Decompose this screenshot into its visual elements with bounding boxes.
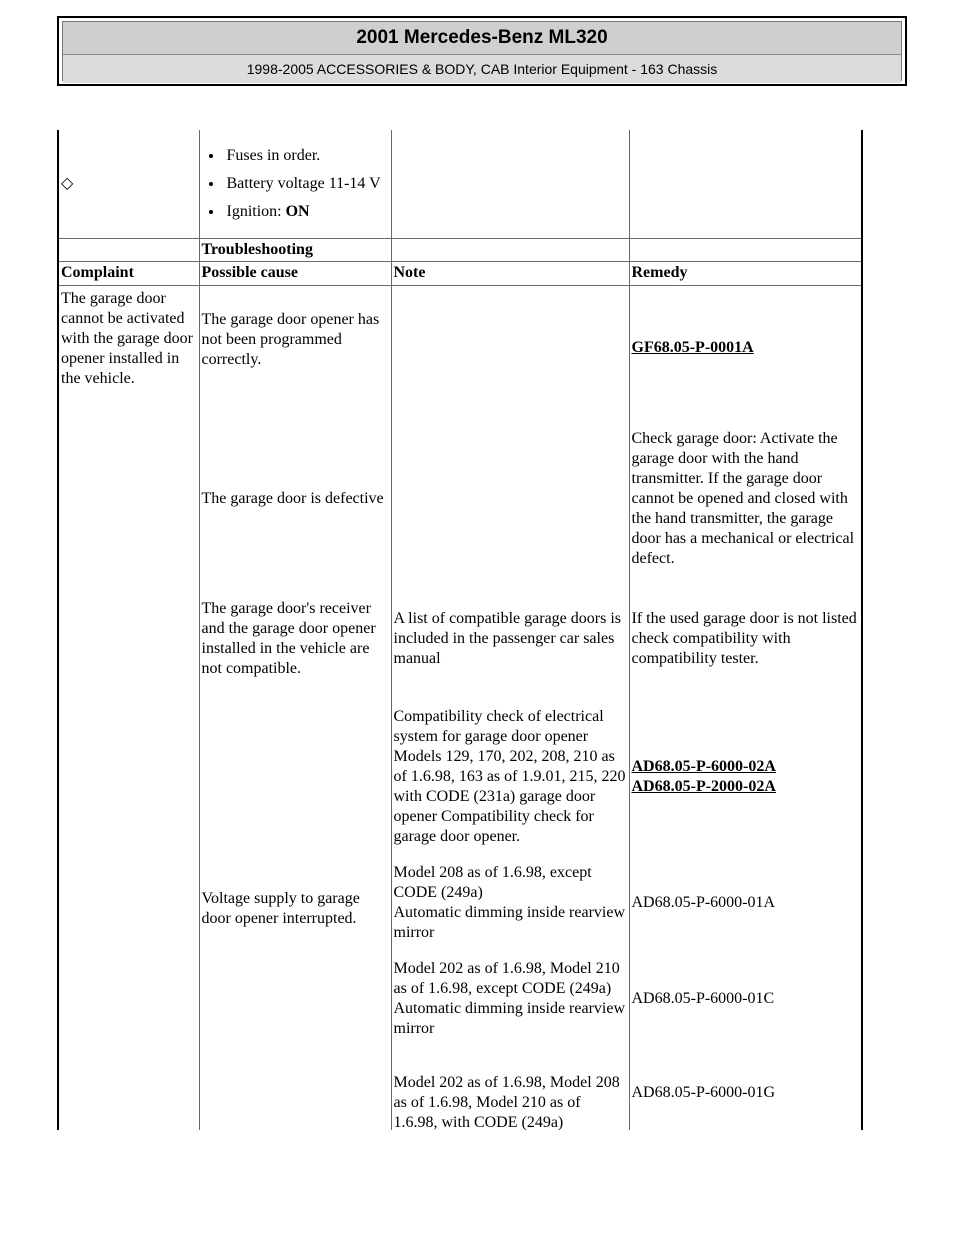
cause-cell: Voltage supply to garage door opener interrupted. — [199, 693, 391, 1130]
note-cell: A list of compatible garage doors is included in the passenger car sales manual — [391, 585, 629, 693]
cause-cell: The garage door's receiver and the garage door opener installed in the vehicle are not compatible. — [199, 585, 391, 693]
remedy-link[interactable]: AD68.05-P-6000-02A — [631, 758, 776, 775]
requirements-cell — [199, 130, 391, 238]
remedy-cell: Check garage door: Activate the garage door with the hand transmitter. If the garage door cannot be opened and closed with the hand transmitter, the garage door has a mechanical or electrical defect. — [629, 413, 861, 585]
note-cell: Model 202 as of 1.6.98, Model 208 as of 1.6.98, Model 210 as of 1.6.98, with CODE (249a) — [391, 1053, 629, 1130]
requirement-battery: • Battery voltage 11-14 V — [224, 174, 389, 194]
column-header-cause: Possible cause — [199, 261, 391, 285]
page-header — [57, 16, 907, 86]
diamond-pointer-icon: ◇ — [61, 174, 74, 192]
header-title: 2001 Mercedes-Benz ML320 — [63, 22, 901, 55]
requirement-ignition: • Ignition: ON — [224, 202, 389, 222]
remedy-cell: AD68.05-P-6000-01A — [629, 861, 861, 945]
requirements-list — [202, 146, 389, 222]
requirements-row — [59, 130, 861, 238]
note-cell: Model 202 as of 1.6.98, Model 210 as of 1.6.98, except CODE (249a) Automatic dimming inside rearview mirror — [391, 945, 629, 1053]
remedy-link[interactable]: AD68.05-P-2000-02A — [631, 778, 776, 795]
column-header-complaint: Complaint — [59, 261, 199, 285]
header-subtitle: 1998-2005 ACCESSORIES & BODY, CAB Interior Equipment - 163 Chassis — [63, 55, 901, 83]
section-title: Troubleshooting — [199, 238, 391, 261]
column-header-note: Note — [391, 261, 629, 285]
remedy-cell: AD68.05-P-6000-01G — [629, 1053, 861, 1130]
remedy-cell — [629, 285, 861, 413]
troubleshooting-table — [59, 130, 861, 1130]
section-title-row — [59, 238, 861, 261]
remedy-cell: AD68.05-P-6000-01C — [629, 945, 861, 1053]
column-header-remedy: Remedy — [629, 261, 861, 285]
ignition-value: ON — [285, 202, 310, 220]
remedy-cell: If the used garage door is not listed check compatibility with compatibility tester. — [629, 585, 861, 693]
note-cell: Model 208 as of 1.6.98, except CODE (249a) Automatic dimming inside rearview mirror — [391, 861, 629, 945]
complaint-cell: The garage door cannot be activated with the garage door opener installed in the vehicle. — [59, 285, 199, 1130]
cause-cell: The garage door is defective — [199, 413, 391, 585]
column-header-row — [59, 261, 861, 285]
remedy-link[interactable]: GF68.05-P-0001A — [631, 338, 754, 356]
requirement-fuses: • Fuses in order. — [224, 146, 389, 166]
troubleshooting-table-frame — [57, 130, 863, 1130]
cause-cell: The garage door opener has not been programmed correctly. — [199, 285, 391, 413]
remedy-cell — [629, 693, 861, 861]
table-row — [59, 285, 861, 413]
note-cell: Compatibility check of electrical system for garage door opener Models 129, 170, 202, 208, 210 as of 1.6.98, 163 as of 1.9.01, 215, 220 with CODE (231a) garage door opener Compatibility check for garage door opener. — [391, 693, 629, 861]
